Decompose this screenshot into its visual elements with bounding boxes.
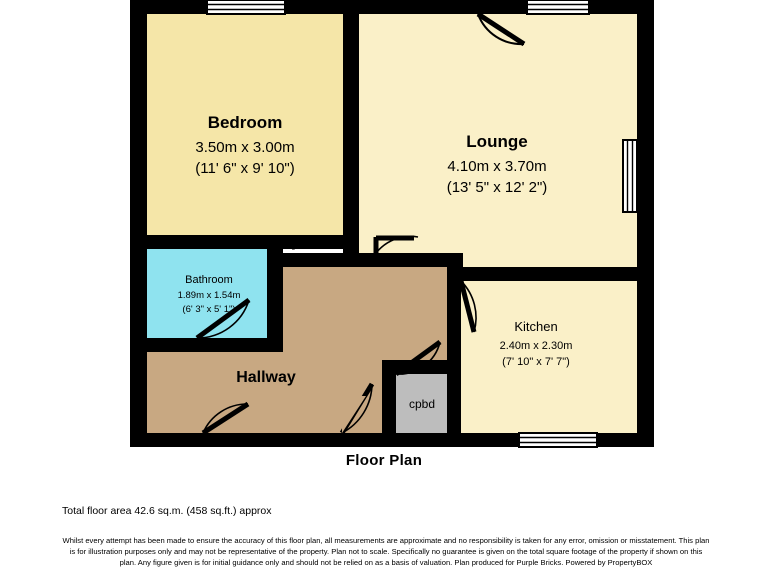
wall-bathroom-bottom (147, 338, 283, 352)
window-kitchen-bottom (519, 433, 597, 447)
wall-bedroom-hallway (147, 235, 343, 249)
exterior-wall-left (130, 0, 147, 447)
bedroom-name: Bedroom (207, 113, 283, 132)
wall-kitchen-top (447, 267, 637, 281)
kitchen-dimensions-imperial: (7' 10" x 7' 7") (502, 356, 570, 368)
lounge-name: Lounge (466, 132, 528, 151)
bathroom-dimensions-imperial: (6' 3" x 5' 1") (182, 304, 236, 315)
lounge-dimensions-metric: 4.10m x 3.70m (447, 158, 547, 175)
kitchen-name: Kitchen (514, 319, 558, 334)
bathroom-name: Bathroom (185, 274, 233, 286)
wall-bathroom-right (267, 235, 283, 352)
wall-kitchen-left (447, 267, 461, 433)
bathroom-dimensions-metric: 1.89m x 1.54m (177, 290, 241, 301)
exterior-wall-right (637, 0, 654, 447)
kitchen-dimensions-metric: 2.40m x 2.30m (499, 340, 573, 352)
wall-lounge-hallway (283, 253, 463, 267)
window-lounge-top (527, 0, 589, 14)
room-label-hallway (236, 369, 296, 386)
window-bedroom-top (207, 0, 285, 14)
wall-bedroom-lounge (343, 14, 359, 267)
bathroom-fill (147, 235, 273, 338)
disclaimer-text: Whilst every attempt has been made to ensure the accuracy of this floor plan, all measurements are approximate and no responsibility is taken for any error, omission or misstatement. This plan is for illustration purposes only and may not be representative of the property. Plan not to scale. Specifically no guarantee is given on the total square footage of the property if shown on this plan. Any figure given is for initial guidance only and should not be relied on as a basis of valuation. Plan produced for Purple Bricks. Powered by PropertyBOX (62, 536, 710, 567)
bedroom-dimensions-imperial: (11' 6" x 9' 10") (195, 160, 295, 177)
total-floor-area: Total floor area 42.6 sq.m. (458 sq.ft.) approx (62, 505, 272, 517)
bedroom-dimensions-metric: 3.50m x 3.00m (195, 139, 295, 156)
cupboard-name: cpbd (408, 397, 436, 411)
lounge-dimensions-imperial: (13' 5" x 12' 2") (446, 179, 548, 196)
room-label-cupboard (409, 397, 435, 411)
room-label-bathroom (178, 274, 241, 315)
window-lounge-right (623, 140, 637, 212)
floor-plan-title: Floor Plan (345, 452, 423, 469)
hallway-name: Hallway (236, 369, 296, 386)
room-label-bedroom (195, 113, 294, 177)
